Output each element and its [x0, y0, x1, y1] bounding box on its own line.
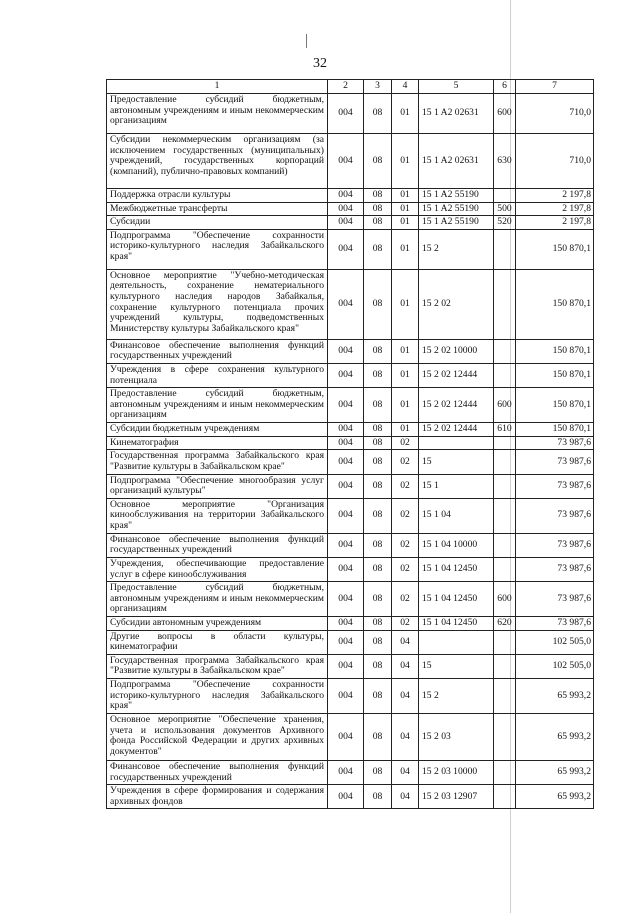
- cell-amount: 73 987,6: [516, 557, 594, 581]
- cell-ministry-code: 004: [328, 189, 364, 203]
- cell-subsection: 04: [392, 630, 419, 654]
- cell-section: 08: [364, 94, 392, 134]
- cell-subsection: 02: [392, 436, 419, 450]
- cell-target-article: 15: [419, 654, 494, 678]
- cell-name: Субсидии: [107, 216, 328, 230]
- cell-amount: 710,0: [516, 94, 594, 134]
- table-row: [107, 533, 594, 557]
- cell-amount: 73 987,6: [516, 533, 594, 557]
- cell-target-article: 15 2 03 10000: [419, 761, 494, 785]
- table-row: [107, 189, 594, 203]
- table-row: [107, 617, 594, 631]
- cell-name: Финансовое обеспечение выполнения функций государственных учреждений: [107, 339, 328, 363]
- cell-expense-type: [494, 339, 516, 363]
- header-col-6: 6: [494, 80, 516, 94]
- cell-name: Основное мероприятие "Обеспечение хранения, учета и использования документов Архивного фонда Российской Федерации и других архивных документов": [107, 714, 328, 761]
- cell-amount: 65 993,2: [516, 679, 594, 714]
- table-row: [107, 498, 594, 533]
- cell-subsection: 01: [392, 229, 419, 269]
- cell-subsection: 01: [392, 269, 419, 339]
- cell-section: 08: [364, 363, 392, 387]
- cell-section: 08: [364, 714, 392, 761]
- budget-table-container: [106, 79, 593, 809]
- table-row: [107, 679, 594, 714]
- cell-expense-type: [494, 654, 516, 678]
- cell-name: Межбюджетные трансферты: [107, 202, 328, 216]
- table-row: [107, 269, 594, 339]
- cell-section: 08: [364, 423, 392, 437]
- cell-name: Государственная программа Забайкальского края "Развитие культуры в Забайкальском крае": [107, 654, 328, 678]
- cell-ministry-code: 004: [328, 582, 364, 617]
- cell-amount: 2 197,8: [516, 216, 594, 230]
- cell-target-article: 15 1: [419, 474, 494, 498]
- cell-amount: 150 870,1: [516, 269, 594, 339]
- cell-expense-type: 630: [494, 134, 516, 189]
- cell-target-article: 15: [419, 450, 494, 474]
- cell-expense-type: 610: [494, 423, 516, 437]
- table-row: [107, 654, 594, 678]
- cell-target-article: [419, 630, 494, 654]
- cell-amount: 73 987,6: [516, 474, 594, 498]
- cell-section: 08: [364, 617, 392, 631]
- cell-subsection: 02: [392, 474, 419, 498]
- table-row: [107, 450, 594, 474]
- cell-ministry-code: 004: [328, 436, 364, 450]
- cell-name: Подпрограмма "Обеспечение многообразия услуг организаций культуры": [107, 474, 328, 498]
- cell-amount: 150 870,1: [516, 339, 594, 363]
- cell-section: 08: [364, 533, 392, 557]
- cell-amount: 2 197,8: [516, 202, 594, 216]
- cell-name: Субсидии автономным учреждениям: [107, 617, 328, 631]
- cell-target-article: 15 1 04 12450: [419, 617, 494, 631]
- cell-ministry-code: 004: [328, 761, 364, 785]
- cell-expense-type: 600: [494, 582, 516, 617]
- cell-section: 08: [364, 388, 392, 423]
- cell-name: Субсидии некоммерческим организациям (за исключением государственных (муниципальных) учреждений, государственных корпораций (компаний), публично-правовых компаний): [107, 134, 328, 189]
- cell-section: 08: [364, 474, 392, 498]
- budget-table: [106, 79, 594, 809]
- cell-name: Государственная программа Забайкальского края "Развитие культуры в Забайкальском крае": [107, 450, 328, 474]
- cell-target-article: 15 1 04 12450: [419, 557, 494, 581]
- cell-section: 08: [364, 785, 392, 809]
- cell-target-article: 15 2 02: [419, 269, 494, 339]
- cell-subsection: 02: [392, 498, 419, 533]
- cell-section: 08: [364, 189, 392, 203]
- page-number: 32: [313, 56, 327, 71]
- cell-subsection: 02: [392, 582, 419, 617]
- cell-expense-type: 600: [494, 94, 516, 134]
- cell-amount: 2 197,8: [516, 189, 594, 203]
- cell-subsection: 01: [392, 94, 419, 134]
- table-row: [107, 557, 594, 581]
- cell-expense-type: [494, 189, 516, 203]
- cell-expense-type: 620: [494, 617, 516, 631]
- cell-expense-type: [494, 229, 516, 269]
- cell-target-article: 15 2 02 12444: [419, 423, 494, 437]
- cell-name: Учреждения в сфере сохранения культурного потенциала: [107, 363, 328, 387]
- cell-ministry-code: 004: [328, 134, 364, 189]
- cell-ministry-code: 004: [328, 216, 364, 230]
- cell-section: 08: [364, 339, 392, 363]
- cell-ministry-code: 004: [328, 94, 364, 134]
- cell-amount: 150 870,1: [516, 229, 594, 269]
- cell-amount: 73 987,6: [516, 617, 594, 631]
- cell-subsection: 01: [392, 339, 419, 363]
- table-row: [107, 761, 594, 785]
- table-header-row: [107, 80, 594, 94]
- cell-amount: 102 505,0: [516, 630, 594, 654]
- cell-section: 08: [364, 498, 392, 533]
- cell-expense-type: [494, 533, 516, 557]
- cell-section: 08: [364, 229, 392, 269]
- cell-ministry-code: 004: [328, 229, 364, 269]
- table-row: [107, 436, 594, 450]
- cell-ministry-code: 004: [328, 679, 364, 714]
- table-row: [107, 216, 594, 230]
- header-col-3: 3: [364, 80, 392, 94]
- cell-section: 08: [364, 269, 392, 339]
- cell-ministry-code: 004: [328, 202, 364, 216]
- cell-subsection: 02: [392, 450, 419, 474]
- cell-name: Поддержка отрасли культуры: [107, 189, 328, 203]
- cell-target-article: [419, 436, 494, 450]
- cell-subsection: 04: [392, 785, 419, 809]
- table-row: [107, 785, 594, 809]
- cell-expense-type: [494, 363, 516, 387]
- cell-name: Учреждения в сфере формирования и содержания архивных фондов: [107, 785, 328, 809]
- cell-ministry-code: 004: [328, 423, 364, 437]
- cell-ministry-code: 004: [328, 557, 364, 581]
- cell-expense-type: [494, 450, 516, 474]
- cell-subsection: 01: [392, 388, 419, 423]
- table-row: [107, 363, 594, 387]
- cell-target-article: 15 2 02 12444: [419, 363, 494, 387]
- cell-section: 08: [364, 557, 392, 581]
- cell-subsection: 04: [392, 761, 419, 785]
- cell-ministry-code: 004: [328, 339, 364, 363]
- cell-ministry-code: 004: [328, 474, 364, 498]
- cell-ministry-code: 004: [328, 498, 364, 533]
- cell-section: 08: [364, 202, 392, 216]
- cell-expense-type: [494, 269, 516, 339]
- cell-ministry-code: 004: [328, 388, 364, 423]
- cell-ministry-code: 004: [328, 617, 364, 631]
- cell-section: 08: [364, 436, 392, 450]
- cell-expense-type: 500: [494, 202, 516, 216]
- cell-section: 08: [364, 582, 392, 617]
- cell-expense-type: [494, 714, 516, 761]
- cell-ministry-code: 004: [328, 785, 364, 809]
- table-row: [107, 134, 594, 189]
- table-row: [107, 229, 594, 269]
- cell-subsection: 01: [392, 216, 419, 230]
- cell-target-article: 15 2 02 12444: [419, 388, 494, 423]
- cell-expense-type: [494, 761, 516, 785]
- table-row: [107, 474, 594, 498]
- cell-expense-type: 600: [494, 388, 516, 423]
- table-row: [107, 582, 594, 617]
- cell-ministry-code: 004: [328, 630, 364, 654]
- header-col-5: 5: [419, 80, 494, 94]
- table-row: [107, 423, 594, 437]
- cell-name: Подпрограмма "Обеспечение сохранности историко-культурного наследия Забайкальского края": [107, 229, 328, 269]
- cell-section: 08: [364, 134, 392, 189]
- cell-name: Подпрограмма "Обеспечение сохранности историко-культурного наследия Забайкальского края": [107, 679, 328, 714]
- cell-section: 08: [364, 761, 392, 785]
- cell-name: Основное мероприятие "Организация кинообслуживания на территории Забайкальского края": [107, 498, 328, 533]
- cell-subsection: 02: [392, 617, 419, 631]
- cell-amount: 65 993,2: [516, 785, 594, 809]
- cell-section: 08: [364, 679, 392, 714]
- cell-target-article: 15 2 02 10000: [419, 339, 494, 363]
- cell-amount: 102 505,0: [516, 654, 594, 678]
- cell-name: Предоставление субсидий бюджетным, автономным учреждениям и иным некоммерческим организациям: [107, 582, 328, 617]
- cell-name: Основное мероприятие "Учебно-методическая деятельность, сохранение нематериального культурного наследия народов Забайкалья, сохранение культурного потенциала прочих учреждений культуры, подведомственных Министерству культуры Забайкальского края": [107, 269, 328, 339]
- table-row: [107, 388, 594, 423]
- table-body: [107, 94, 594, 809]
- cell-target-article: 15 1 A2 55190: [419, 216, 494, 230]
- cell-target-article: 15 1 A2 55190: [419, 189, 494, 203]
- cell-subsection: 01: [392, 423, 419, 437]
- cell-section: 08: [364, 216, 392, 230]
- header-col-4: 4: [392, 80, 419, 94]
- cell-expense-type: [494, 498, 516, 533]
- cell-ministry-code: 004: [328, 533, 364, 557]
- cell-expense-type: 520: [494, 216, 516, 230]
- cell-name: Предоставление субсидий бюджетным, автономным учреждениям и иным некоммерческим организациям: [107, 94, 328, 134]
- cell-subsection: 01: [392, 363, 419, 387]
- cell-amount: 73 987,6: [516, 450, 594, 474]
- cell-expense-type: [494, 679, 516, 714]
- cell-amount: 150 870,1: [516, 388, 594, 423]
- cell-subsection: 01: [392, 134, 419, 189]
- crop-mark-top: [306, 34, 307, 48]
- cell-ministry-code: 004: [328, 269, 364, 339]
- cell-name: Кинематография: [107, 436, 328, 450]
- cell-amount: 73 987,6: [516, 436, 594, 450]
- cell-ministry-code: 004: [328, 654, 364, 678]
- cell-subsection: 01: [392, 189, 419, 203]
- cell-target-article: 15 1 04 10000: [419, 533, 494, 557]
- cell-subsection: 01: [392, 202, 419, 216]
- table-row: [107, 630, 594, 654]
- cell-ministry-code: 004: [328, 363, 364, 387]
- cell-amount: 65 993,2: [516, 714, 594, 761]
- cell-amount: 65 993,2: [516, 761, 594, 785]
- cell-expense-type: [494, 785, 516, 809]
- header-col-2: 2: [328, 80, 364, 94]
- cell-expense-type: [494, 436, 516, 450]
- cell-amount: 73 987,6: [516, 582, 594, 617]
- cell-target-article: 15 1 04 12450: [419, 582, 494, 617]
- cell-amount: 73 987,6: [516, 498, 594, 533]
- cell-name: Субсидии бюджетным учреждениям: [107, 423, 328, 437]
- cell-name: Финансовое обеспечение выполнения функций государственных учреждений: [107, 761, 328, 785]
- cell-name: Предоставление субсидий бюджетным, автономным учреждениям и иным некоммерческим организациям: [107, 388, 328, 423]
- cell-section: 08: [364, 654, 392, 678]
- cell-ministry-code: 004: [328, 714, 364, 761]
- header-col-1: 1: [107, 80, 328, 94]
- cell-amount: 150 870,1: [516, 363, 594, 387]
- cell-section: 08: [364, 450, 392, 474]
- table-row: [107, 94, 594, 134]
- cell-amount: 710,0: [516, 134, 594, 189]
- cell-amount: 150 870,1: [516, 423, 594, 437]
- cell-section: 08: [364, 630, 392, 654]
- table-row: [107, 202, 594, 216]
- cell-target-article: 15 1 A2 02631: [419, 94, 494, 134]
- cell-subsection: 04: [392, 654, 419, 678]
- table-row: [107, 339, 594, 363]
- cell-name: Другие вопросы в области культуры, кинематографии: [107, 630, 328, 654]
- header-col-7: 7: [516, 80, 594, 94]
- cell-expense-type: [494, 557, 516, 581]
- cell-name: Учреждения, обеспечивающие предоставление услуг в сфере кинообслуживания: [107, 557, 328, 581]
- cell-expense-type: [494, 630, 516, 654]
- cell-subsection: 02: [392, 533, 419, 557]
- cell-target-article: 15 1 04: [419, 498, 494, 533]
- cell-subsection: 04: [392, 714, 419, 761]
- cell-target-article: 15 2 03 12907: [419, 785, 494, 809]
- cell-expense-type: [494, 474, 516, 498]
- cell-name: Финансовое обеспечение выполнения функций государственных учреждений: [107, 533, 328, 557]
- table-row: [107, 714, 594, 761]
- cell-subsection: 02: [392, 557, 419, 581]
- cell-target-article: 15 1 A2 02631: [419, 134, 494, 189]
- cell-ministry-code: 004: [328, 450, 364, 474]
- cell-target-article: 15 2: [419, 679, 494, 714]
- cell-target-article: 15 1 A2 55190: [419, 202, 494, 216]
- cell-subsection: 04: [392, 679, 419, 714]
- cell-target-article: 15 2: [419, 229, 494, 269]
- cell-target-article: 15 2 03: [419, 714, 494, 761]
